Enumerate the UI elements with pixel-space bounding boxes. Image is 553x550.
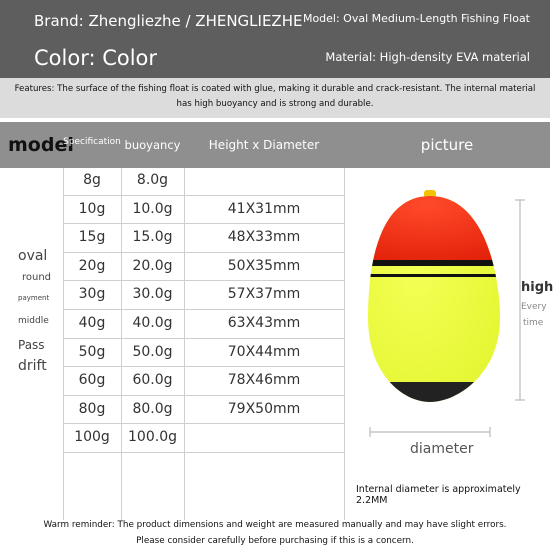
height-diameter-cell: 79X50mm bbox=[227, 400, 301, 417]
spec-cell: 80g bbox=[78, 400, 106, 417]
height-diameter-cell: 41X31mm bbox=[227, 200, 301, 217]
height-diameter-cell: 78X46mm bbox=[227, 372, 301, 389]
brand-text: Brand: Zhengliezhe / ZHENGLIEZHE bbox=[34, 12, 303, 30]
model-label-middle: middle bbox=[18, 316, 49, 326]
features-text: Features: The surface of the fishing float is coated with glue, making it durable and crack-resistant. The internal material has high buoyancy and is strong and durable. bbox=[0, 78, 550, 118]
table-row bbox=[63, 395, 344, 423]
spec-cell: 15g bbox=[78, 229, 106, 246]
table-row bbox=[63, 280, 344, 308]
table-row bbox=[63, 252, 344, 280]
warm-reminder bbox=[0, 517, 550, 549]
spec-cell: 20g bbox=[78, 257, 106, 274]
height-diameter-cell: 50X35mm bbox=[227, 257, 301, 274]
buoyancy-cell: 10.0g bbox=[132, 200, 173, 217]
buoyancy-cell: 8.0g bbox=[136, 172, 169, 188]
height-diameter-cell: 57X37mm bbox=[227, 286, 301, 303]
height-diameter-cell: 63X43mm bbox=[227, 315, 301, 331]
material-text: Material: High-density EVA material bbox=[325, 50, 530, 64]
spec-cell: 50g bbox=[78, 343, 106, 360]
buoyancy-cell: 50.0g bbox=[132, 343, 173, 360]
table-row bbox=[63, 309, 344, 337]
buoyancy-cell: 80.0g bbox=[132, 400, 173, 417]
table-row bbox=[63, 223, 344, 251]
float-picture bbox=[344, 168, 550, 468]
time-label: time bbox=[523, 318, 544, 328]
grid-line bbox=[63, 452, 344, 453]
warm-reminder-line-1: Warm reminder: The product dimensions and weight are measured manually and may have slight errors. bbox=[43, 520, 507, 530]
internal-diameter-note: Internal diameter is approximately 2.2MM bbox=[356, 484, 521, 506]
spec-cell: 100g bbox=[74, 429, 110, 446]
table-row bbox=[63, 423, 344, 451]
buoyancy-cell: 100.0g bbox=[128, 429, 177, 446]
model-label-pass: Pass bbox=[18, 338, 45, 352]
table-row bbox=[63, 166, 344, 194]
buoyancy-cell: 60.0g bbox=[132, 372, 173, 389]
warm-reminder-line-2: Please consider carefully before purchasing if this is a concern. bbox=[136, 536, 414, 546]
buoyancy-cell: 20.0g bbox=[132, 257, 173, 274]
height-diameter-cell: 70X44mm bbox=[227, 343, 301, 360]
height-diameter-cell: 48X33mm bbox=[227, 229, 301, 246]
spec-cell: 8g bbox=[83, 172, 101, 188]
header-model: model bbox=[8, 134, 74, 156]
table-row bbox=[63, 366, 344, 394]
spec-cell: 10g bbox=[78, 200, 106, 217]
spec-cell: 60g bbox=[78, 372, 106, 389]
every-label: Every bbox=[521, 302, 547, 312]
header-buoyancy: buoyancy bbox=[124, 138, 181, 152]
color-text: Color: Color bbox=[34, 46, 158, 70]
table-row bbox=[63, 338, 344, 366]
model-label-oval: oval bbox=[18, 248, 48, 264]
model-label-drift: drift bbox=[18, 358, 47, 374]
model-label-payment: payment bbox=[18, 294, 50, 302]
table-row bbox=[63, 195, 344, 223]
buoyancy-cell: 30.0g bbox=[132, 286, 173, 303]
table-header bbox=[0, 122, 550, 168]
spec-cell: 30g bbox=[78, 286, 106, 303]
model-label-round: round bbox=[22, 272, 52, 283]
header-specification: Specification bbox=[63, 137, 121, 147]
header-picture: picture bbox=[420, 136, 474, 154]
header bbox=[0, 0, 550, 78]
high-label: high bbox=[521, 280, 553, 295]
header-height-diameter: Height x Diameter bbox=[208, 138, 320, 152]
spec-cell: 40g bbox=[78, 315, 106, 331]
model-text: Model: Oval Medium-Length Fishing Float bbox=[302, 12, 530, 25]
buoyancy-cell: 40.0g bbox=[132, 315, 173, 331]
buoyancy-cell: 15.0g bbox=[132, 229, 173, 246]
diameter-label: diameter bbox=[410, 441, 474, 457]
